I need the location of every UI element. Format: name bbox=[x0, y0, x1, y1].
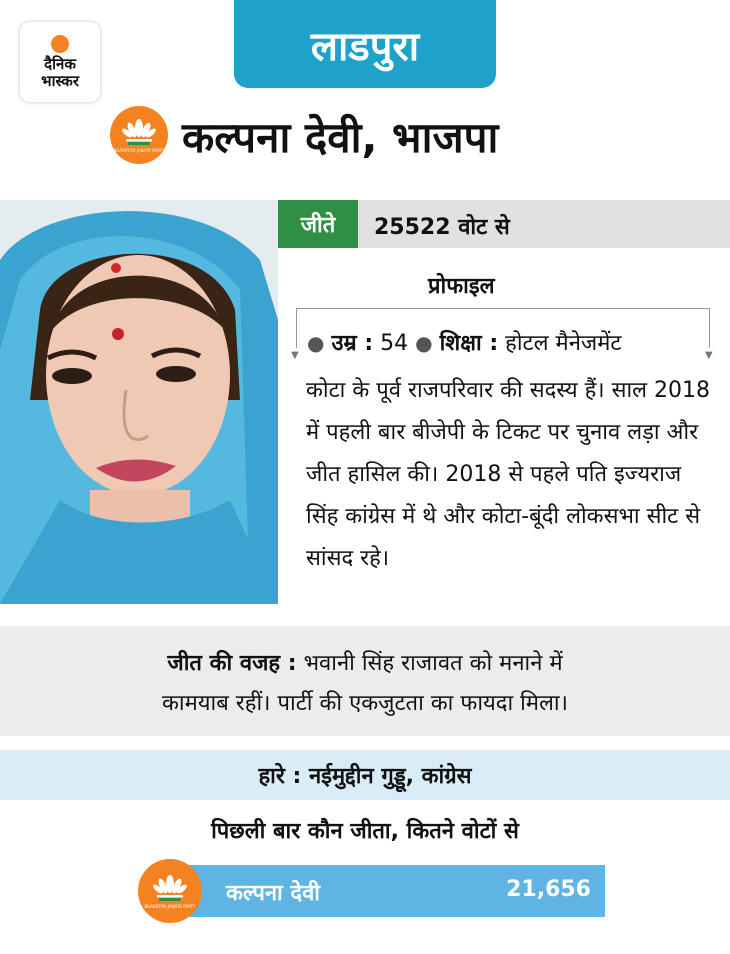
education-value: होटल मैनेजमेंट bbox=[505, 331, 622, 356]
profile-heading: प्रोफाइल bbox=[428, 274, 495, 299]
bullet-icon: ● bbox=[415, 331, 433, 355]
win-margin: 25522 वोट से bbox=[374, 215, 510, 240]
party-caption: BHARATIYA JANATA PARTY bbox=[113, 148, 165, 153]
win-tag: जीते bbox=[278, 200, 358, 248]
arrow-down-icon: ▼ bbox=[291, 350, 299, 361]
profile-bio: कोटा के पूर्व राजपरिवार की सदस्य हैं। साल 2018 में पहली बार बीजेपी के टिकट पर चुनाव लड़ा और जीत हासिल की। 2018 से पहले पति इज्यराज सिंह कांग्रेस में थे और कोटा-बूंदी लोकसभा सीट से सांसद रहे। bbox=[306, 378, 711, 571]
last-result-bar bbox=[168, 865, 605, 917]
lost-candidate: हारे : नईमुद्दीन गुड्डू, कांग्रेस bbox=[0, 750, 730, 800]
dainik-bhaskar-logo bbox=[20, 22, 100, 102]
last-winner-votes: 21,656 bbox=[506, 877, 591, 902]
last-winner-name: कल्पना देवी bbox=[226, 881, 321, 906]
party-caption: BHARATIYA JANATA PARTY bbox=[144, 904, 196, 909]
reason-text-2: कामयाब रहीं। पार्टी की एकजुटता का फायदा मिला। bbox=[162, 691, 568, 716]
bjp-lotus-icon bbox=[110, 106, 168, 164]
sun-icon bbox=[51, 35, 69, 53]
arrow-down-icon: ▼ bbox=[705, 350, 713, 361]
win-reason bbox=[0, 626, 730, 736]
reason-text-1: भवानी सिंह राजावत को मनाने में bbox=[303, 651, 563, 676]
candidate-name: कल्पना देवी, भाजपा bbox=[182, 113, 499, 162]
bjp-lotus-icon bbox=[138, 859, 202, 923]
reason-label: जीत की वजह : bbox=[167, 651, 297, 676]
education-label: शिक्षा : bbox=[439, 331, 499, 356]
bullet-icon: ● bbox=[307, 331, 325, 355]
last-time-heading: पिछली बार कौन जीता, कितने वोटों से bbox=[211, 819, 519, 844]
logo-line-2: भास्कर bbox=[41, 71, 79, 90]
age-value: 54 bbox=[380, 331, 409, 356]
constituency-title: लाडपुरा bbox=[234, 0, 496, 88]
age-label: उम्र : bbox=[331, 331, 374, 356]
candidate-photo bbox=[0, 200, 278, 604]
logo-line-1: दैनिक bbox=[44, 54, 76, 73]
profile-info-line bbox=[307, 327, 621, 357]
